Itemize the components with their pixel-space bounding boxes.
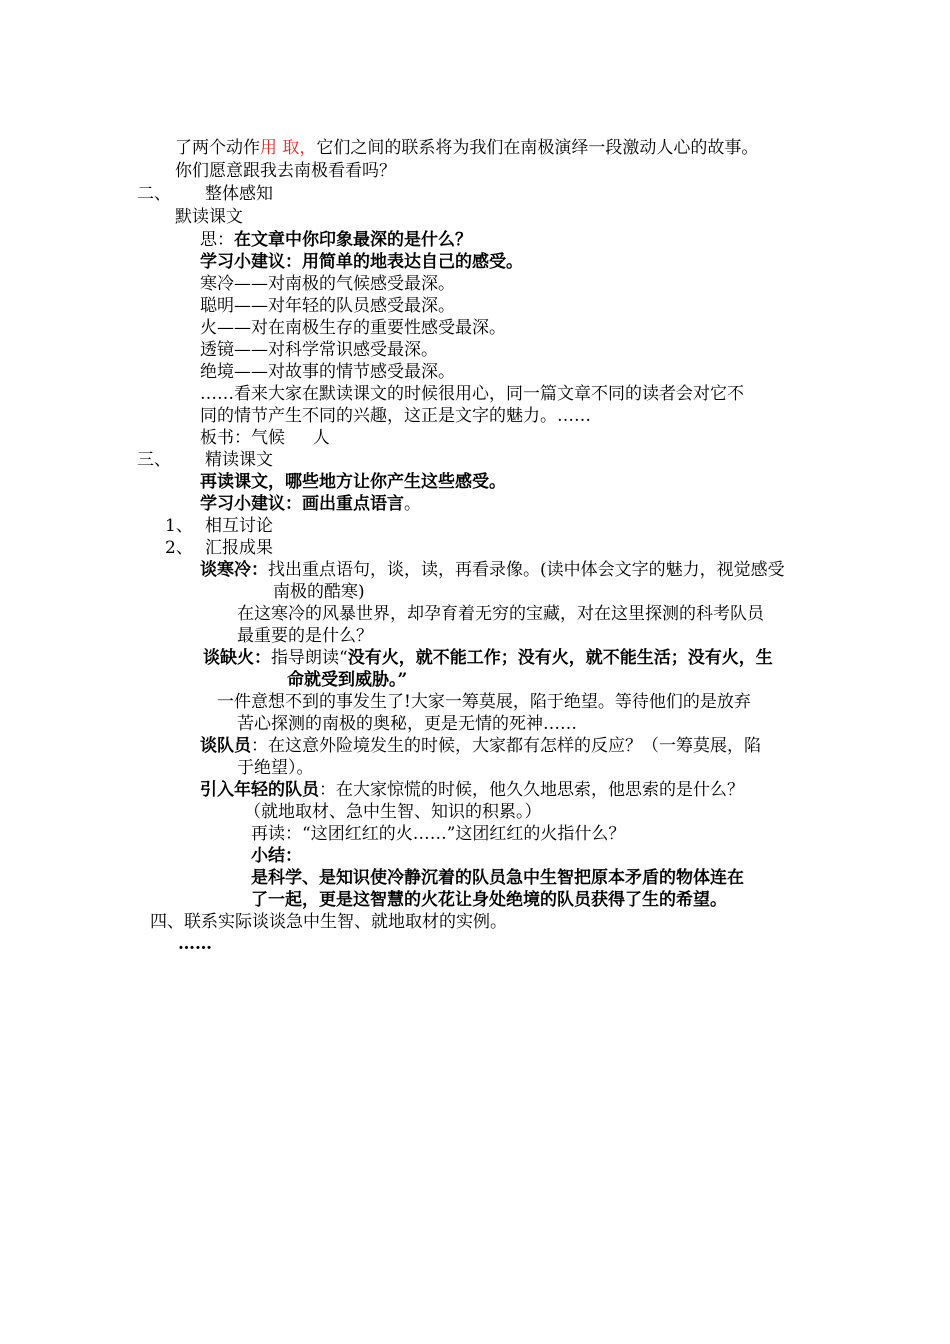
reread-prompt: 再读课文，哪些地方让你产生这些感受。 [200,472,506,492]
cold-line-2: 南极的酷寒) [273,582,365,602]
fire-quote-2: 命就受到威胁。” [287,670,408,690]
fire-story-2: 苦心探测的南极的奥秘，更是无情的死神…… [237,714,577,734]
young-answer: （就地取材、急中生智、知识的积累。） [244,802,542,822]
study-tip-2-end: 。 [404,494,421,514]
young-text: ：在大家惊慌的时候，他久久地思索，他思索的是什么？ [319,780,744,800]
section2-title: 整体感知 [205,184,273,204]
section3-number: 三、 [137,450,171,470]
cold-line-1 [200,559,785,581]
conclusion-line-1: 是科学、是知识使冷静沉着的队员急中生智把原本矛盾的物体连在 [251,868,744,888]
team-line-1 [200,735,761,757]
section3-title: 精读课文 [205,450,273,470]
answer-plight: 绝境——对故事的情节感受最深。 [200,362,455,382]
summary-line-1: ……看来大家在默读课文的时候很用心，同一篇文章不同的读者会对它不 [200,384,744,404]
intro-text-1: 了两个动作 [175,138,260,158]
fire-line-1 [203,647,773,669]
team-line-2: 于绝望）。 [237,758,314,778]
answer-smart: 聪明——对年轻的队员感受最深。 [200,296,455,316]
item1-number: 1、 [165,516,193,536]
young-line [200,779,744,801]
item2-text: 汇报成果 [205,538,273,558]
section4-title: 四、联系实际谈谈急中生智、就地取材的实例。 [150,912,507,932]
answer-fire: 火——对在南极生存的重要性感受最深。 [200,318,506,338]
young-label: 引入年轻的队员 [200,780,319,800]
fire-lead: 指导朗读“ [271,648,348,668]
cold-label: 谈寒冷： [200,560,268,580]
intro-highlight: 用 取， [260,138,317,158]
intro-text-2: 它们之间的联系将为我们在南极演绎一段激动人心的故事。 [316,138,759,158]
team-text-1: ：在这意外险境发生的时候，大家都有怎样的反应？（一筹莫展，陷 [251,736,761,756]
study-tip-1: 学习小建议：用简单的地表达自己的感受。 [200,252,523,272]
team-label: 谈队员 [200,736,251,756]
cold-question-1: 在这寒冷的风暴世界，却孕育着无穷的宝藏，对在这里探测的科考队员 [237,604,764,624]
think-question [200,229,472,251]
answer-lens: 透镜——对科学常识感受最深。 [200,340,438,360]
intro-line-1 [175,137,758,159]
study-tip-2-text: 学习小建议：画出重点语言 [200,494,404,514]
fire-label: 谈缺火： [203,648,271,668]
cold-text-1: 找出重点语句，谈，读，再看录像。(读中体会文字的魅力，视觉感受 [268,560,785,580]
section2-number: 二、 [137,184,171,204]
cold-question-2: 最重要的是什么？ [237,626,373,646]
reread-fire: 再读：“这团红红的火……”这团红红的火指什么？ [251,824,626,844]
fire-quote-1: 没有火，就不能工作；没有火，就不能生活；没有火，生 [347,648,773,668]
intro-line-2: 你们愿意跟我去南极看看吗？ [175,161,396,181]
conclusion-label: 小结： [251,846,302,866]
fire-story-1: 一件意想不到的事发生了!大家一筹莫展，陷于绝望。等待他们的是放弃 [217,692,751,712]
item2-number: 2、 [165,538,193,558]
answer-cold: 寒冷——对南极的气候感受最深。 [200,274,455,294]
think-label: 思： [200,230,234,250]
summary-line-2: 同的情节产生不同的兴趣，这正是文字的魅力。…… [200,406,591,426]
section2-subtitle: 默读课文 [175,207,243,227]
think-text: 在文章中你印象最深的是什么？ [234,230,472,250]
item1-text: 相互讨论 [205,516,273,536]
conclusion-line-2: 了一起，更是这智慧的火花让身处绝境的队员获得了生的希望。 [251,890,727,910]
board-notes: 板书：气候 人 [200,428,330,448]
study-tip-2 [200,493,421,515]
section4-ellipsis: …… [178,934,212,954]
